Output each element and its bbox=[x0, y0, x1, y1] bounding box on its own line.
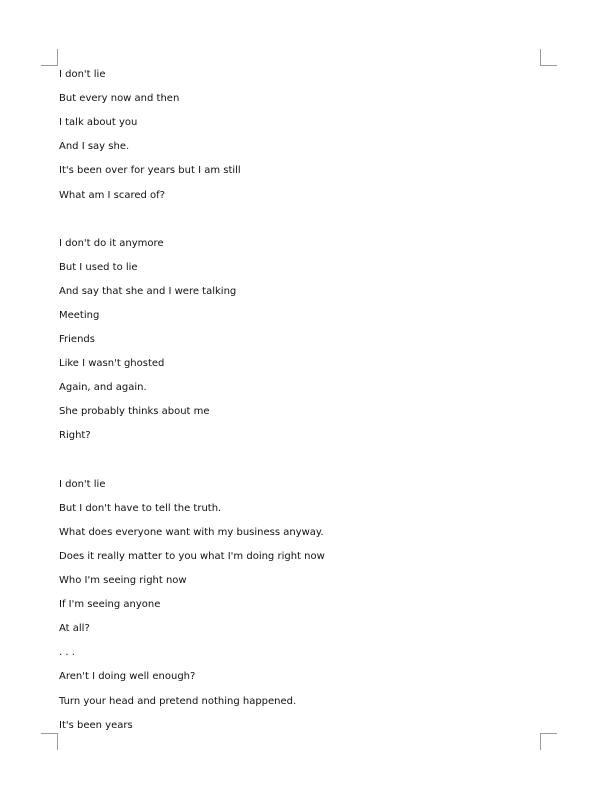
text-line: What am I scared of? bbox=[59, 190, 165, 201]
text-line: She probably thinks about me bbox=[59, 406, 210, 417]
text-line: But every now and then bbox=[59, 93, 180, 104]
text-line: It's been years bbox=[59, 720, 133, 731]
text-line: Who I'm seeing right now bbox=[59, 575, 187, 586]
text-line: It's been over for years but I am still bbox=[59, 165, 241, 176]
text-line: Meeting bbox=[59, 310, 100, 321]
text-line: I talk about you bbox=[59, 117, 138, 128]
text-line: And say that she and I were talking bbox=[59, 286, 237, 297]
top-left-margin-mark bbox=[41, 49, 58, 66]
text-line: What does everyone want with my business anyway. bbox=[59, 527, 324, 538]
text-line: If I'm seeing anyone bbox=[59, 599, 161, 610]
text-line: I don't lie bbox=[59, 69, 106, 80]
text-line: At all? bbox=[59, 623, 90, 634]
top-right-margin-mark bbox=[540, 49, 557, 66]
text-line: Aren't I doing well enough? bbox=[59, 671, 196, 682]
text-line: But I used to lie bbox=[59, 262, 138, 273]
text-line: Like I wasn't ghosted bbox=[59, 358, 165, 369]
text-line: And I say she. bbox=[59, 141, 130, 152]
text-line: Does it really matter to you what I'm doing right now bbox=[59, 551, 325, 562]
bottom-left-margin-mark bbox=[41, 733, 58, 750]
text-line: Turn your head and pretend nothing happened. bbox=[59, 696, 297, 707]
text-line: Friends bbox=[59, 334, 95, 345]
text-line: I don't lie bbox=[59, 479, 106, 490]
bottom-right-margin-mark bbox=[540, 733, 557, 750]
text-line: Right? bbox=[59, 430, 91, 441]
text-line: Again, and again. bbox=[59, 382, 147, 393]
text-line: I don't do it anymore bbox=[59, 238, 164, 249]
text-line: . . . bbox=[59, 647, 75, 658]
text-line: But I don't have to tell the truth. bbox=[59, 503, 222, 514]
